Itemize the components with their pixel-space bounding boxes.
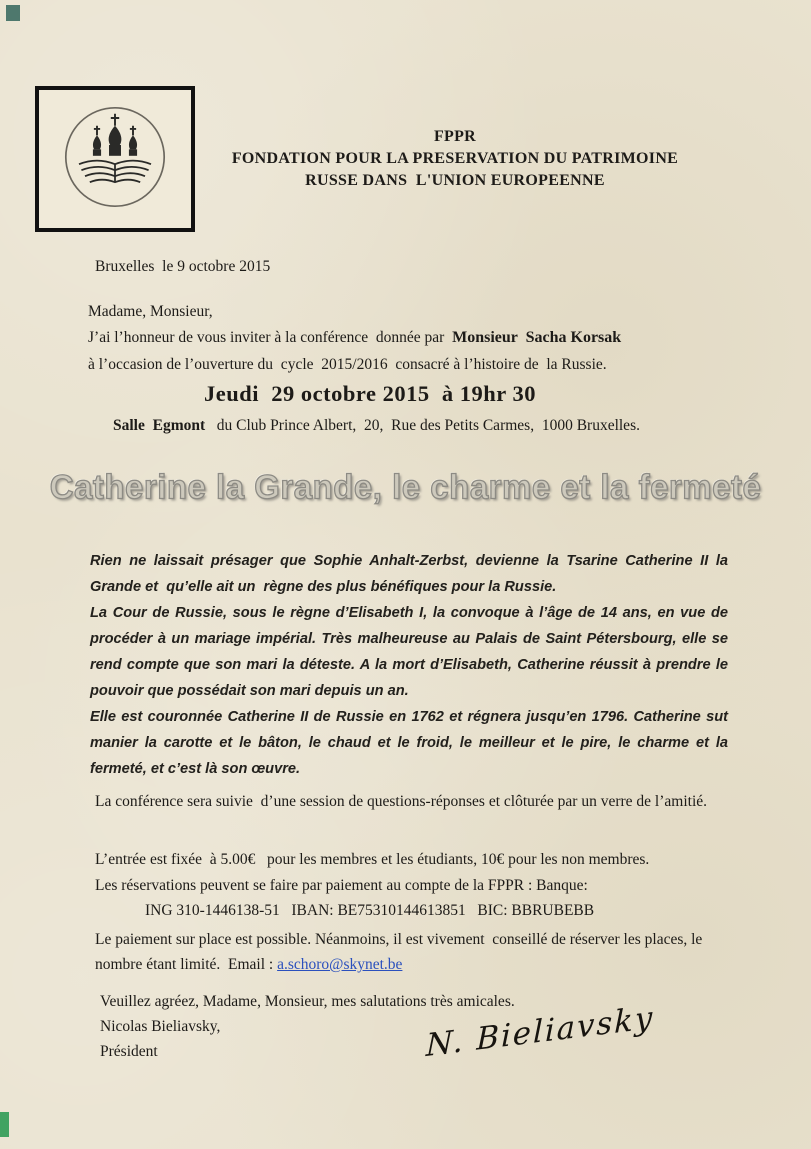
venue-address: du Club Prince Albert, 20, Rue des Petits Carmes, 1000 Bruxelles. xyxy=(205,417,640,434)
salutation: Madame, Monsieur, xyxy=(88,303,213,320)
closing-info: La conférence sera suivie d’une session de questions-réponses et clôturée par un verre de l’amitié. xyxy=(95,793,708,810)
org-name-line1: FONDATION POUR LA PRESERVATION DU PATRIMOINE xyxy=(231,150,679,167)
closing-salutation: Veuillez agréez, Madame, Monsieur, mes salutations très amicales. xyxy=(100,993,515,1010)
signatory-name: Nicolas Bieliavsky, xyxy=(100,1018,221,1035)
intro-line-1 xyxy=(88,329,621,347)
price-line: L’entrée est fixée à 5.00€ pour les membres et les étudiants, 10€ pour les non membres. xyxy=(95,851,650,868)
email-link[interactable]: a.schoro@skynet.be xyxy=(277,956,403,973)
org-header xyxy=(170,126,740,192)
conference-title: Catherine la Grande, le charme et la fermeté xyxy=(49,467,762,506)
venue-line xyxy=(113,417,640,435)
bank-details: ING 310-1446138-51 IBAN: BE75310144613851 BIC: BBRUBEBB xyxy=(145,902,595,919)
church-domes-icon xyxy=(55,97,175,222)
conference-description xyxy=(90,548,733,782)
payment-line xyxy=(95,927,745,977)
event-datetime: Jeudi 29 octobre 2015 à 19hr 30 xyxy=(204,381,536,406)
scan-artifact-bottom xyxy=(0,1112,9,1137)
signatory-title: Président xyxy=(100,1043,158,1060)
reservation-line: Les réservations peuvent se faire par paiement au compte de la FPPR : Banque: xyxy=(95,877,588,894)
speaker-name: Monsieur Sacha Korsak xyxy=(452,329,622,346)
description-paragraph: Elle est couronnée Catherine II de Russie en 1762 et régnera jusqu’en 1796. Catherine sut manier la carotte et le bâton, le chaud et le froid, le meilleur et le pire, le charme et la fermeté, et c’est là son œuvre. xyxy=(90,709,733,777)
handwritten-signature: N. Bieliavsky xyxy=(425,999,655,1065)
intro-text: J’ai l’honneur de vous inviter à la conférence donnée par xyxy=(88,329,453,346)
org-name-line2: RUSSE DANS L'UNION EUROPEENNE xyxy=(305,172,605,189)
scan-artifact-top xyxy=(6,5,20,21)
dateline: Bruxelles le 9 octobre 2015 xyxy=(95,258,271,275)
venue-room: Salle Egmont xyxy=(113,417,206,434)
payment-text: Le paiement sur place est possible. Néanmoins, il est vivement conseillé de réserver les places, le nombre étant limité. Email : xyxy=(95,931,707,973)
intro-line-2: à l’occasion de l’ouverture du cycle 2015/2016 consacré à l’histoire de la Russie. xyxy=(88,356,607,373)
description-paragraph: Rien ne laissait présager que Sophie Anhalt-Zerbst, devienne la Tsarine Catherine II la Grande et qu’elle ait un règne des plus bénéfiques pour la Russie. xyxy=(90,553,733,595)
description-paragraph: La Cour de Russie, sous le règne d’Elisabeth I, la convoque à l’âge de 14 ans, en vue de procéder à un mariage impérial. Très malheureuse au Palais de Saint Pétersbourg, elle se rend compte que son mari la déteste. A la mort d’Elisabeth, Catherine réussit à prendre le pouvoir que possédait son mari depuis un an. xyxy=(90,605,733,699)
org-acronym: FPPR xyxy=(433,128,477,145)
